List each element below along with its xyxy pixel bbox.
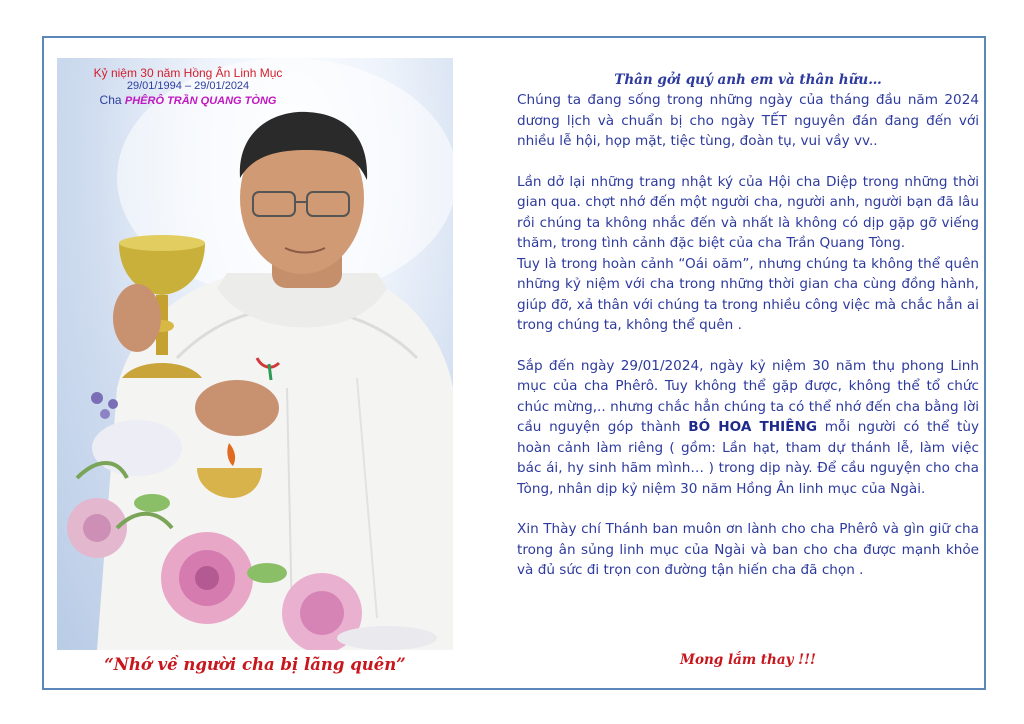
paragraph-2: Lần dở lại những trang nhật ký của Hội cha Diệp trong những thời gian qua. chợt nhớ đến một người cha, người anh, người bạn đã lâu rồi chúng ta không nhắc đến và nhất là không có dịp gặp gỡ viếng thăm, trong tình cảnh đặc biệt của cha Trần Quang Tòng.	[517, 173, 979, 251]
priest-name-prefix: Cha	[99, 93, 122, 107]
bo-hoa-thieng-highlight: BÓ HOA THIÊNG	[688, 419, 818, 435]
letter-greeting: Thân gởi quý anh em và thân hữu…	[614, 72, 882, 88]
paragraph-5: Xin Thày chí Thánh ban muôn ơn lành cho cha Phêrô và gìn giữ cha trong ân sủng linh mục của Ngài và ban cho cha được mạnh khỏe và đủ sức đi trọn con đường tận hiến cha đã chọn .	[517, 521, 979, 578]
anniversary-dates: 29/01/1994 – 29/01/2024	[126, 80, 250, 92]
priest-name-line	[57, 93, 319, 108]
paragraph-1: Chúng ta đang sống trong những ngày của tháng đầu năm 2024 dương lịch và chuẩn bị cho ngày TẾT nguyên đán đang đến với nhiều lễ hội, họp mặt, tiệc tùng, đoàn tụ, vui vầy vv..	[517, 92, 979, 149]
priest-illustration	[57, 58, 453, 650]
priest-name: PHÊRÔ TRẦN QUANG TÒNG	[124, 95, 277, 107]
paragraph-4-text-b: mỗi người có thể tùy hoàn cảnh làm riêng ( gồm: Lần hạt, tham dự thánh lễ, làm việc bác ái, hy sinh hãm mình… ) trong dịp này. Để cầu nguyện cho cha Tòng, nhân dịp kỷ niệm 30 năm Hồng Ân linh mục của Ngài.	[517, 419, 979, 497]
paragraph-3: Tuy là trong hoàn cảnh “Oái oăm”, nhưng chúng ta không thể quên những kỷ niệm với cha trong những thời gian cha cùng đồng hành, giúp đỡ, xả thân với chúng ta trong nhiều công việc mà chắc hẳn ai trong chúng ta, không thể quên .	[517, 255, 979, 333]
paragraph-4-text-a: Sắp đến ngày 29/01/2024, ngày kỷ niệm 30 năm thụ phong Linh mục của cha Phêrô. Tuy không thể gặp được, không thể tổ chức chúc mừng,.. nhưng chắc hẳn chúng ta có thể nhớ đến cha bằng lời cầu nguyện góp thành	[517, 357, 979, 435]
anniversary-title: Kỷ niệm 30 năm Hồng Ân Linh Mục	[93, 66, 283, 80]
letter-body	[517, 70, 979, 601]
paragraph-4	[517, 356, 979, 500]
photo-caption	[57, 66, 319, 108]
priest-photo	[57, 58, 453, 650]
photo-quote: “Nhớ về người cha bị lãng quên”	[104, 655, 406, 674]
letter-closing: Mong lắm thay !!!	[680, 652, 816, 668]
